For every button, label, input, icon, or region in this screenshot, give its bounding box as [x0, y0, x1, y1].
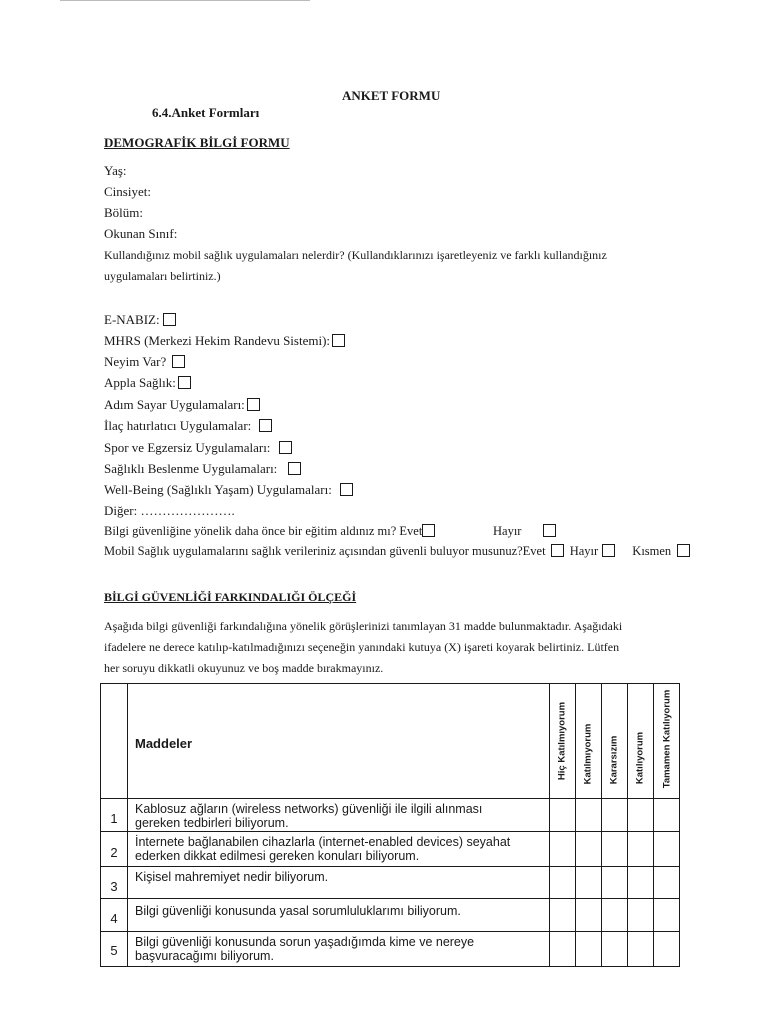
app-option-nutrition: [104, 461, 301, 477]
row-divider-2: [101, 866, 679, 867]
app-label-sport: Spor ve Egzersiz Uygulamaları:: [104, 440, 271, 455]
field-gender: Cinsiyet:: [104, 184, 151, 199]
app-option-sport: [104, 440, 292, 456]
checkbox-mhrs[interactable]: [332, 334, 345, 347]
app-option-other: Diğer: ………………….: [104, 503, 235, 518]
field-class: Okunan Sınıf:: [104, 226, 178, 241]
row-divider-4: [101, 931, 679, 932]
scan-edge-line: [60, 0, 310, 1]
app-label-wellbeing: Well-Being (Sağlıklı Yaşam) Uygulamaları:: [104, 482, 332, 497]
app-label-medication-reminder: İlaç hatırlatıcı Uygulamalar:: [104, 418, 252, 433]
row-item-5-line1: Bilgi güvenliği konusunda sorun yaşadığımda kime ve nereye: [135, 935, 475, 949]
col-header-strongly-disagree: Hiç Katılmıyorum: [556, 701, 568, 781]
section-title: 6.4.Anket Formları: [152, 105, 260, 120]
training-question-text: Bilgi güvenliğine yönelik daha önce bir eğitim aldınız mı? Evet: [104, 524, 423, 538]
scale-intro-line1: Aşağıda bilgi güvenliği farkındalığına yönelik görüşlerinizi tanımlayan 31 madde bulunmaktadır. Aşağıdaki: [104, 619, 623, 633]
trust-question: [104, 544, 690, 559]
training-no-label: Hayır: [493, 524, 522, 538]
col-header-disagree: Katılmıyorum: [582, 723, 594, 785]
row-item-2-line1: İnternete bağlanabilen cihazlarla (internet-enabled devices) seyahat: [135, 835, 511, 849]
row-number-2: 2: [110, 845, 118, 860]
row-item-5-line2: başvuracağımı biliyorum.: [135, 949, 274, 963]
app-label-neyim-var: Neyim Var?: [104, 354, 167, 369]
row-number-3: 3: [110, 879, 118, 894]
row-divider-3: [101, 898, 679, 899]
form-title: ANKET FORMU: [342, 88, 441, 103]
scale-heading: BİLGİ GÜVENLİĞİ FARKINDALIĞI ÖLÇEĞİ: [104, 590, 357, 604]
checkbox-step-counter[interactable]: [247, 398, 260, 411]
app-option-appla: [104, 375, 191, 391]
app-option-neyim-var: [104, 354, 185, 370]
app-label-mhrs: MHRS (Merkezi Hekim Randevu Sistemi):: [104, 333, 331, 348]
checkbox-trust-yes[interactable]: [551, 544, 564, 557]
app-label-appla: Appla Sağlık:: [104, 375, 176, 390]
trust-partial-label: Kısmen: [632, 544, 672, 558]
field-department: Bölüm:: [104, 205, 144, 220]
col-divider-4: [627, 684, 628, 966]
row-item-3: Kişisel mahremiyet nedir biliyorum.: [135, 870, 329, 884]
col-header-strongly-agree: Tamamen Katılıyorum: [661, 689, 673, 789]
row-divider-1: [101, 831, 679, 832]
checkbox-training-yes[interactable]: [422, 524, 435, 537]
trust-no-label: Hayır: [569, 544, 599, 558]
app-label-step-counter: Adım Sayar Uygulamaları:: [104, 397, 245, 412]
trust-question-text: Mobil Sağlık uygulamalarını sağlık verileriniz açısından güvenli buluyor musunuz?Evet: [104, 544, 546, 558]
checkbox-trust-partial[interactable]: [677, 544, 690, 557]
checkbox-appla[interactable]: [178, 376, 191, 389]
checkbox-enabiz[interactable]: [163, 313, 176, 326]
row-number-1: 1: [110, 811, 118, 826]
col-divider-2: [575, 684, 576, 966]
app-option-mhrs: [104, 333, 345, 349]
col-divider-3: [601, 684, 602, 966]
col-header-agree: Katılıyorum: [634, 731, 646, 785]
scale-intro-line2: ifadelere ne derece katılıp-katılmadığınızı seçeneğin yanındaki kutuya (X) işareti koyarak belirtiniz. Lütfen: [104, 640, 620, 654]
apps-question-line2: uygulamaları belirtiniz.): [104, 269, 221, 283]
checkbox-training-no[interactable]: [543, 524, 556, 537]
col-header-undecided: Kararsızım: [608, 735, 620, 785]
checkbox-trust-no[interactable]: [602, 544, 615, 557]
row-item-4: Bilgi güvenliği konusunda yasal sorumluluklarımı biliyorum.: [135, 904, 461, 918]
app-label-nutrition: Sağlıklı Beslenme Uygulamaları:: [104, 461, 278, 476]
likert-table: [100, 683, 680, 967]
col-divider-5: [653, 684, 654, 966]
checkbox-neyim-var[interactable]: [172, 355, 185, 368]
app-option-step-counter: [104, 397, 260, 413]
apps-question-line1: Kullandığınız mobil sağlık uygulamaları nelerdir? (Kullandıklarınızı işaretleyeniz ve farklı kullandığınız: [104, 248, 607, 262]
row-number-5: 5: [110, 943, 118, 958]
field-age: Yaş:: [104, 163, 127, 178]
checkbox-sport[interactable]: [279, 441, 292, 454]
app-option-medication-reminder: [104, 418, 272, 434]
scale-intro-line3: her soruyu dikkatli okuyunuz ve boş madde bırakmayınız.: [104, 661, 384, 675]
items-header: Maddeler: [135, 736, 193, 751]
checkbox-medication-reminder[interactable]: [259, 419, 272, 432]
col-divider-number: [127, 684, 128, 966]
row-number-4: 4: [110, 911, 118, 926]
header-divider: [101, 798, 679, 799]
row-item-2-line2: ederken dikkat edilmesi gereken konuları biliyorum.: [135, 849, 420, 863]
row-item-1-line2: gereken tedbirleri biliyorum.: [135, 816, 289, 830]
demographic-heading: DEMOGRAFİK BİLGİ FORMU: [104, 135, 290, 150]
checkbox-wellbeing[interactable]: [340, 483, 353, 496]
col-divider-1: [549, 684, 550, 966]
app-option-wellbeing: [104, 482, 353, 498]
app-label-enabiz: E-NABIZ:: [104, 312, 160, 327]
app-option-enabiz: [104, 312, 176, 328]
training-question: [104, 524, 435, 539]
row-item-1-line1: Kablosuz ağların (wireless networks) güvenliği ile ilgili alınması: [135, 802, 483, 816]
checkbox-nutrition[interactable]: [288, 462, 301, 475]
training-no-option: [493, 524, 556, 539]
